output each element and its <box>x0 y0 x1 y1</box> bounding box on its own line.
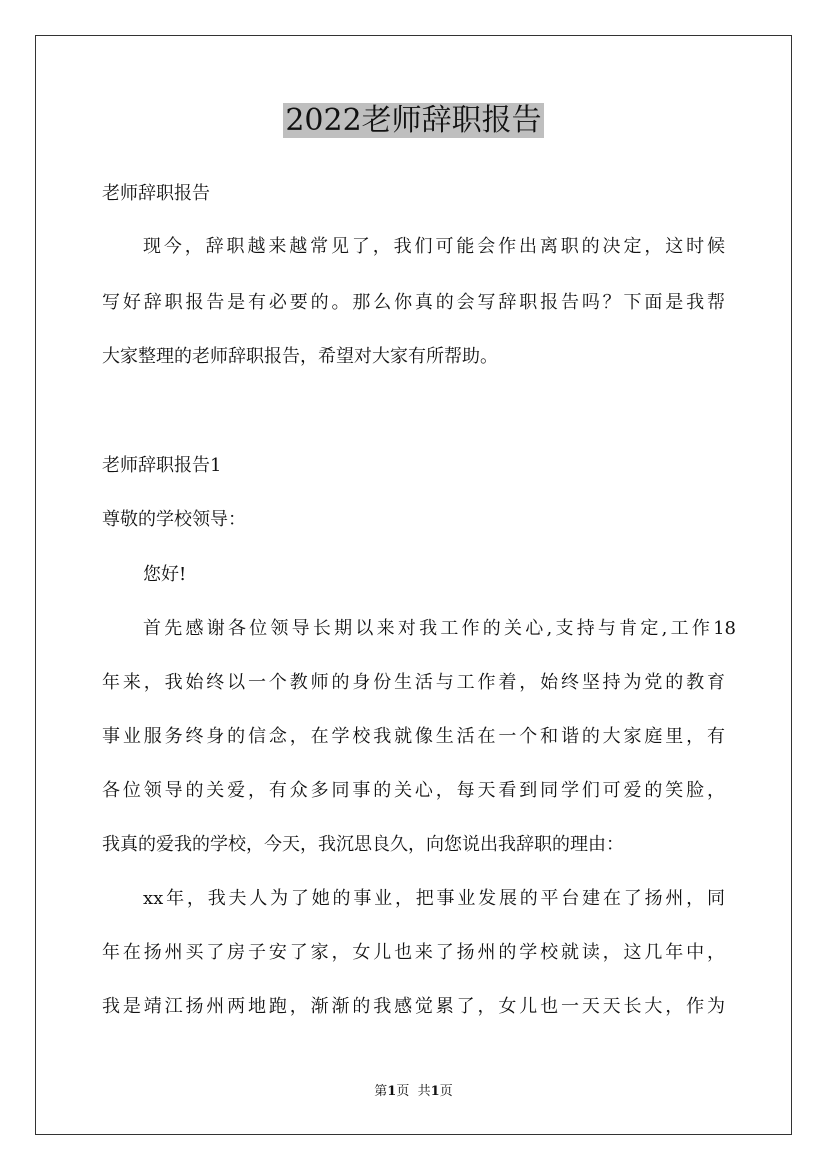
document-title-text: 2022老师辞职报告 <box>285 103 542 138</box>
paragraph1-line-1: 首先感谢各位领导长期以来对我工作的关心,支持与肯定,工作18 <box>143 618 736 639</box>
paragraph1-line-5: 我真的爱我的学校，今天，我沉思良久，向您说出我辞职的理由： <box>102 834 624 855</box>
paragraph2-line-2: 年在扬州买了房子安了家，女儿也来了扬州的学校就读，这几年中， <box>102 942 725 963</box>
document-subtitle: 老师辞职报告 <box>102 183 210 204</box>
footer-total-prefix: 共 <box>417 1084 431 1099</box>
footer-page-prefix: 第 <box>374 1084 388 1099</box>
paragraph2-line-1: xx年，我夫人为了她的事业，把事业发展的平台建在了扬州，同 <box>143 888 725 909</box>
intro-line-3: 大家整理的老师辞职报告，希望对大家有所帮助。 <box>102 346 498 367</box>
intro-line-2: 写好辞职报告是有必要的。那么你真的会写辞职报告吗？下面是我帮 <box>102 292 725 313</box>
section-heading: 老师辞职报告1 <box>102 455 222 476</box>
paragraph1-line-3: 事业服务终身的信念，在学校我就像生活在一个和谐的大家庭里，有 <box>102 726 725 747</box>
greeting: 您好! <box>143 564 187 585</box>
document-title <box>0 100 827 142</box>
paragraph2-line-3: 我是靖江扬州两地跑，渐渐的我感觉累了，女儿也一天天长大，作为 <box>102 996 725 1017</box>
intro-line-1: 现今，辞职越来越常见了，我们可能会作出离职的决定，这时候 <box>143 236 725 257</box>
paragraph1-line-4: 各位领导的关爱，有众多同事的关心，每天看到同学们可爱的笑脸， <box>102 780 725 801</box>
paragraph1-line-2: 年来，我始终以一个教师的身份生活与工作着，始终坚持为党的教育 <box>102 672 725 693</box>
footer-page-number: 1 <box>387 1084 397 1099</box>
footer-total-unit: 页 <box>439 1084 453 1099</box>
salutation: 尊敬的学校领导： <box>102 509 246 530</box>
page-footer <box>0 1083 827 1101</box>
footer-page-unit: 页 <box>396 1084 410 1099</box>
footer-total-number: 1 <box>430 1084 440 1099</box>
